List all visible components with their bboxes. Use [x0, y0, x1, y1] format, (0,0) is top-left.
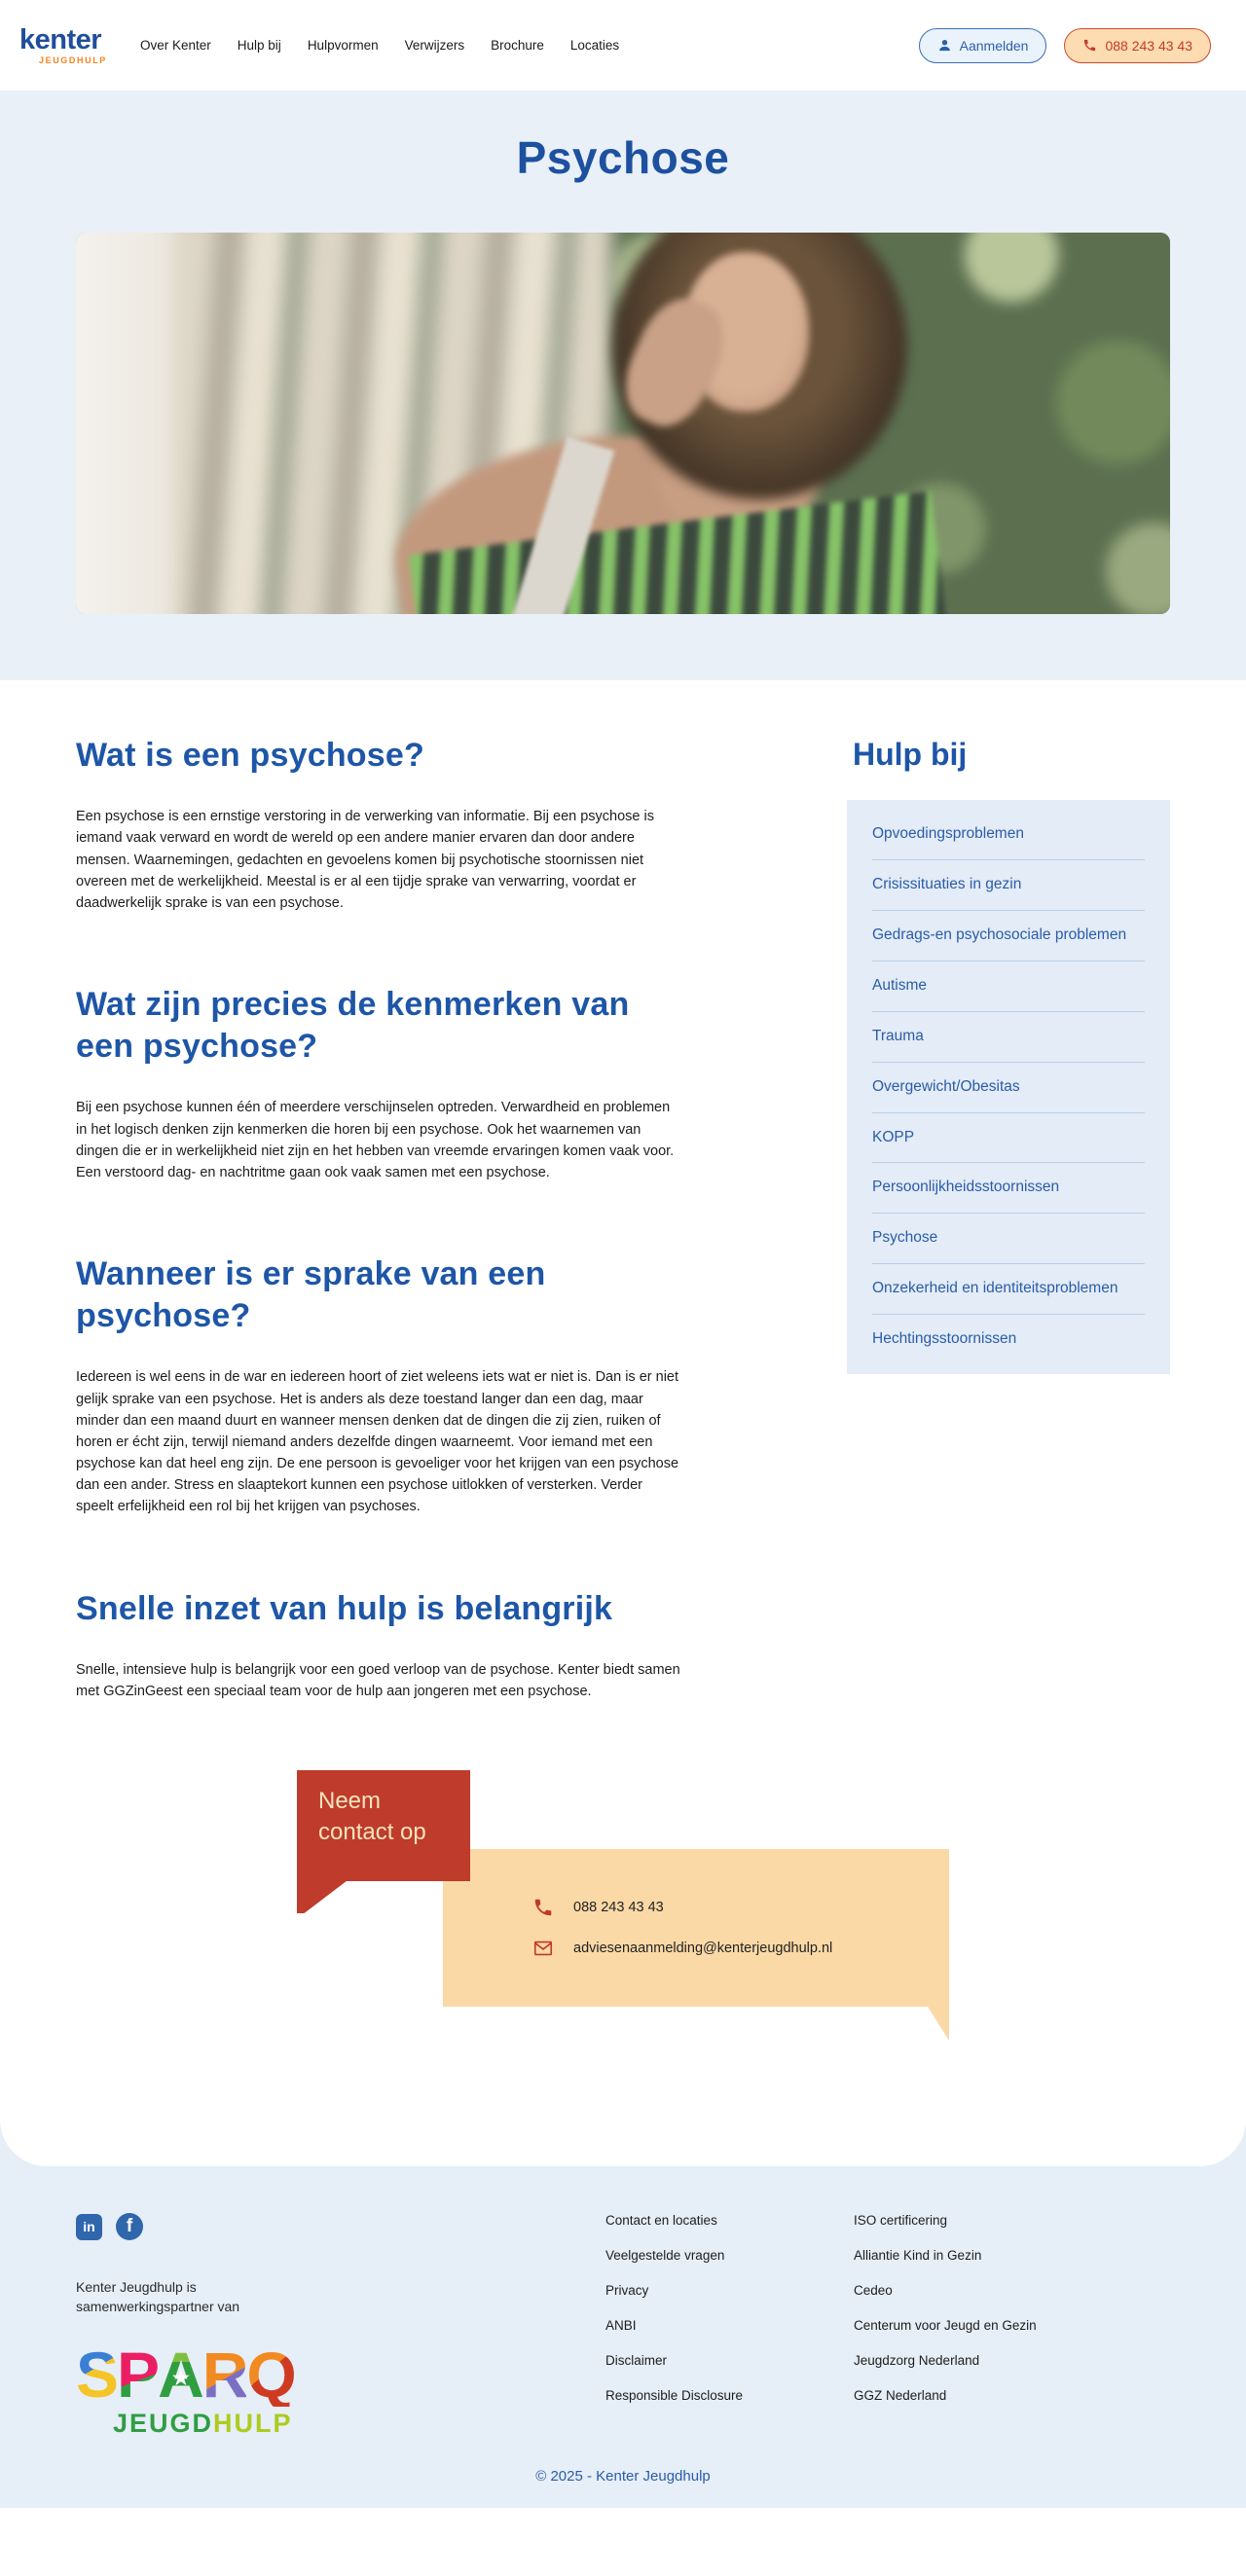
- nav-brochure[interactable]: Brochure: [491, 38, 544, 53]
- header-actions: [919, 28, 1211, 63]
- content-area: [0, 680, 1246, 2166]
- header-phone-label: 088 243 43 43: [1105, 37, 1192, 54]
- sparq-logo[interactable]: [76, 2338, 348, 2439]
- linkedin-icon[interactable]: in: [76, 2214, 102, 2240]
- footer-links-column-2: [854, 2213, 1097, 2423]
- login-label: Aanmelden: [959, 37, 1029, 54]
- phone-icon: [532, 1897, 554, 1918]
- footer-link-jeugdzorg-nederland[interactable]: Jeugdzorg Nederland: [854, 2353, 980, 2369]
- footer-link-alliantie-kind-in-gezin[interactable]: Alliantie Kind in Gezin: [854, 2248, 982, 2264]
- phone-icon: [1082, 38, 1097, 53]
- user-icon: [937, 38, 952, 53]
- section-kenmerken: [76, 984, 683, 1183]
- hero-section: [0, 91, 1246, 680]
- sidebar-item-persoonlijkheidsstoornissen[interactable]: Persoonlijkheidsstoornissen: [872, 1163, 1145, 1214]
- header: [0, 0, 1246, 91]
- logo-wordmark: kenter: [19, 23, 102, 55]
- sparq-letter-q: Q: [246, 2338, 295, 2411]
- footer-link-contact-en-locaties[interactable]: Contact en locaties: [605, 2213, 717, 2229]
- footer-link-ggz-nederland[interactable]: GGZ Nederland: [854, 2388, 947, 2404]
- section-body: Snelle, intensieve hulp is belangrijk voor een goed verloop van de psychose. Kenter biedt samen met GGZinGeest een speciaal team voor de hulp aan jongeren met een psychose.: [76, 1661, 680, 1699]
- sidebar-item-psychose[interactable]: Psychose: [872, 1214, 1145, 1264]
- red-bubble-tail: [297, 1880, 348, 1913]
- nav-hulpvormen[interactable]: Hulpvormen: [307, 38, 379, 53]
- footer-link-centerum-voor-jeugd-en-gezin[interactable]: Centerum voor Jeugd en Gezin: [854, 2318, 1037, 2334]
- hulp-bij-sidebar: [847, 735, 1170, 1374]
- contact-phone-value: 088 243 43 43: [573, 1900, 664, 1916]
- copyright-notice: © 2025 - Kenter Jeugdhulp: [535, 2467, 711, 2485]
- contact-callout: [297, 1770, 978, 2042]
- partner-text: Kenter Jeugdhulp is samenwerkingspartner van: [76, 2279, 240, 2315]
- kenter-logo[interactable]: [19, 23, 127, 65]
- footer-links-column-1: [605, 2213, 829, 2423]
- contact-phone-row[interactable]: [532, 1897, 949, 1918]
- nav-over-kenter[interactable]: Over Kenter: [140, 38, 211, 53]
- main-nav: [140, 38, 619, 53]
- section-body: Een psychose is een ernstige verstoring in de verwerking van informatie. Bij een psychose is iemand vaak verward en wordt de wereld op een andere manier ervaren dan door andere mensen. Waarnemingen, gedachten en gevoelens komen bij psychotische stoornissen niet overeen met de werkelijkheid. Meestal is er al een tijdje sprake van verwarring, voordat er daadwerkelijk sprake is van een psychose.: [76, 809, 654, 911]
- footer-link-cedeo[interactable]: Cedeo: [854, 2283, 893, 2299]
- page-title: Psychose: [516, 132, 730, 183]
- sidebar-item-onzekerheid[interactable]: Onzekerheid en identiteitsproblemen: [872, 1264, 1145, 1315]
- section-body: Iedereen is wel eens in de war en iedereen hoort of ziet weleens iets wat er niet is. Dan is er niet gelijk sprake van een psychose. Het is anders als deze toestand langer dan een dag, maar minder dan een maand duurt en wanneer mensen denken dat de dingen die zij zien, ruiken of horen er écht zijn, terwijl niemand anders dezelfde dingen waarneemt. Voor iemand met een psychose kan dat heel eng zijn. De ene persoon is gevoeliger voor het krijgen van een psychose dan een ander. Stress en slaaptekort kunnen een psychose uitlokken of versterken. Verder speelt erfelijkheid een rol bij het krijgen van psychoses.: [76, 1369, 679, 1515]
- hero-image: [76, 233, 1170, 614]
- sparq-subtitle: JEUGDHULP: [113, 2408, 293, 2438]
- nav-verwijzers[interactable]: Verwijzers: [404, 38, 465, 53]
- section-body: Bij een psychose kunnen één of meerdere verschijnselen optreden. Verwardheid en problemen in het logisch denken zijn kenmerken die horen bij een psychose. Ook het waarnemen van dingen die er in werkelijkheid niet zijn en het hebben van vreemde ervaringen komen vaak voor. Een verstoord dag- en nachtritme gaan ook vaak samen met een psychose.: [76, 1100, 675, 1180]
- social-links: [76, 2213, 368, 2240]
- footer-link-responsible-disclosure[interactable]: Responsible Disclosure: [605, 2388, 744, 2404]
- sidebar-item-kopp[interactable]: KOPP: [872, 1113, 1145, 1164]
- facebook-icon[interactable]: f: [116, 2213, 143, 2240]
- sparq-letter-s: S: [76, 2338, 118, 2411]
- footer-link-iso-certificering[interactable]: ISO certificering: [854, 2213, 948, 2229]
- sidebar-list: [847, 800, 1170, 1374]
- sidebar-item-trauma[interactable]: Trauma: [872, 1012, 1145, 1063]
- contact-email-value: adviesenaanmelding@kenterjeugdhulp.nl: [573, 1941, 833, 1957]
- star-icon: ★: [171, 2367, 188, 2389]
- sparq-wordmark: [76, 2338, 348, 2411]
- sidebar-item-opvoedingsproblemen[interactable]: Opvoedingsproblemen: [872, 810, 1145, 860]
- contact-bubble-title: Neem contact op: [297, 1770, 470, 1881]
- footer-link-veelgestelde-vragen[interactable]: Veelgestelde vragen: [605, 2248, 725, 2264]
- article-column: [76, 735, 833, 2042]
- footer: [0, 2166, 1246, 2439]
- sidebar-item-crisissituaties[interactable]: Crisissituaties in gezin: [872, 860, 1145, 911]
- sparq-letter-p: P: [117, 2338, 159, 2411]
- sparq-letter-r: R: [202, 2338, 247, 2411]
- sidebar-item-autisme[interactable]: Autisme: [872, 961, 1145, 1012]
- header-phone-button[interactable]: [1064, 28, 1211, 63]
- section-heading: Wat zijn precies de kenmerken van een psychose?: [76, 986, 630, 1066]
- section-heading: Wat is een psychose?: [76, 737, 424, 774]
- footer-link-disclaimer[interactable]: Disclaimer: [605, 2353, 668, 2369]
- section-snelle-inzet: [76, 1588, 683, 1703]
- nav-hulp-bij[interactable]: Hulp bij: [237, 38, 281, 53]
- login-button[interactable]: [919, 28, 1047, 63]
- sidebar-item-gedrags-psychosociale[interactable]: Gedrags-en psychosociale problemen: [872, 911, 1145, 961]
- section-heading: Wanneer is er sprake van een psychose?: [76, 1255, 546, 1335]
- footer-link-privacy[interactable]: Privacy: [605, 2283, 649, 2299]
- section-heading: Snelle inzet van hulp is belangrijk: [76, 1589, 613, 1627]
- contact-bubble-details: [443, 1849, 949, 2007]
- envelope-icon: [532, 1938, 554, 1959]
- footer-brand-block: [76, 2213, 368, 2439]
- sidebar-item-hechtingsstoornissen[interactable]: Hechtingsstoornissen: [872, 1330, 1017, 1348]
- section-wanneer-sprake: [76, 1253, 683, 1518]
- contact-email-row[interactable]: [532, 1938, 949, 1959]
- footer-link-anbi[interactable]: ANBI: [605, 2318, 637, 2334]
- nav-locaties[interactable]: Locaties: [569, 38, 620, 53]
- peach-bubble-tail: [905, 2006, 949, 2041]
- sparq-letter-a: A ★: [158, 2338, 202, 2411]
- sidebar-item-overgewicht[interactable]: Overgewicht/Obesitas: [872, 1063, 1145, 1113]
- section-wat-is-een-psychose: [76, 735, 683, 914]
- sidebar-title: Hulp bij: [853, 737, 968, 772]
- logo-subtitle: JEUGDHULP: [39, 54, 107, 65]
